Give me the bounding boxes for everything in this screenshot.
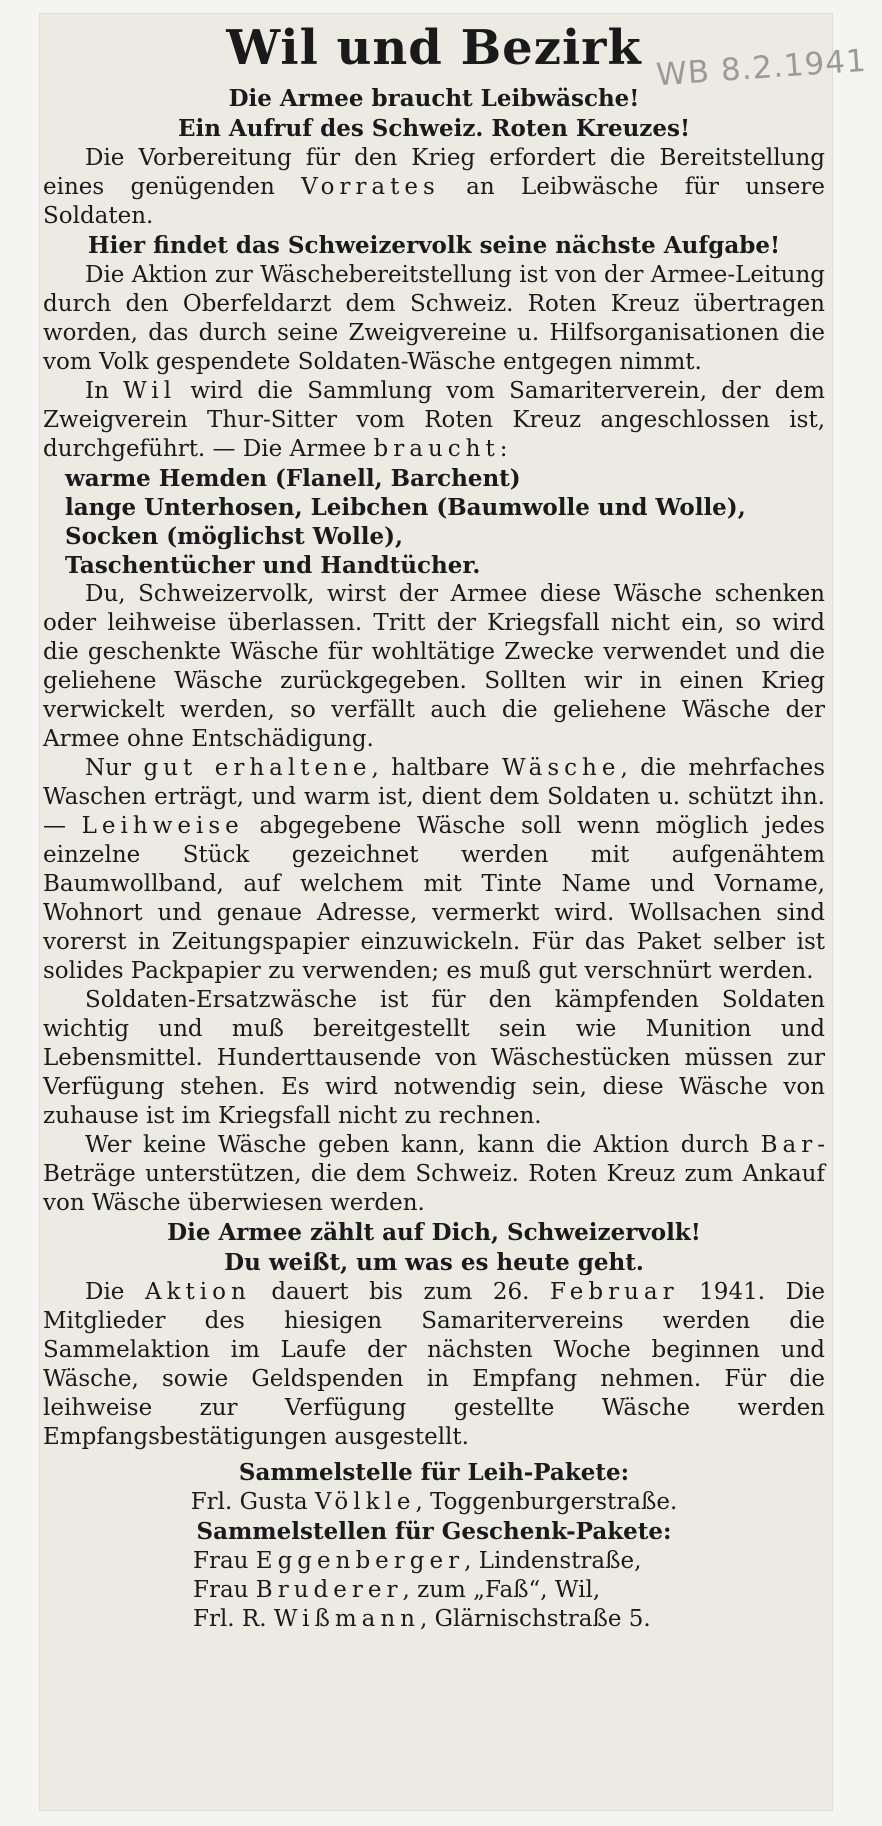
paragraph-action: Die Aktion zur Wäschebereitstellung ist von der Armee-Leitung durch den Oberfeldarzt dem Schweiz. Roten Kreuz übertragen worden, das durch seine Zweigvereine u. Hilfsorganisationen die vom Volk gespendete Soldaten-Wäsche entgegen nimmt. xyxy=(43,262,825,375)
list-item: lange Unterhosen, Leibchen (Baumwolle und Wolle), xyxy=(65,494,746,521)
headline-primary: Die Armee braucht Leibwäsche! xyxy=(228,85,640,112)
paragraph-intro: Die Vorbereitung für den Krieg erfordert die Bereitstellung eines genügenden Vorrates an Leibwäsche für unsere Soldaten. xyxy=(43,145,825,229)
list-item: warme Hemden (Flanell, Barchent) xyxy=(65,465,521,492)
paragraph-quality: Nur gut erhaltene, haltbare Wäsche, die mehrfaches Waschen erträgt, und warm ist, dient dem Soldaten u. schützt ihn. — Leihweise abgegebene Wäsche soll wenn möglich jedes einzelne Stück gezeichnet werden mit aufgenähtem Baumwollband, auf welchem mit Tinte Name und Vorname, Wohnort und genaue Adresse, vermerkt wird. Wollsachen sind vorerst in Zeitungspapier einzuwickeln. Für das Paket selber ist solides Packpapier zu verwenden; es muß gut verschnürt werden. xyxy=(43,755,825,984)
masthead: Wil und Bezirk xyxy=(226,20,642,76)
headline-secondary: Ein Aufruf des Schweiz. Roten Kreuzes! xyxy=(177,115,691,142)
appeal-line-2: Du weißt, um was es heute geht. xyxy=(224,1249,644,1276)
subheading-task: Hier findet das Schweizervolk seine nächste Aufgabe! xyxy=(87,232,781,259)
gift-collection-addresses xyxy=(193,1547,825,1634)
paragraph-wil-collection: In Wil wird die Sammlung vom Samariterverein, der dem Zweigverein Thur-Sitter vom Roten Kreuz angeschlossen ist, durchgeführt. — Die Armee braucht: xyxy=(43,378,825,462)
handwritten-date-annotation: WB 8.2.1941 xyxy=(655,42,868,94)
paragraph-deadline: Die Aktion dauert bis zum 26. Februar 1941. Die Mitglieder des hiesigen Samaritervereins werden die Sammelaktion im Laufe der nächsten Woche beginnen und Wäsche, sowie Geldspenden in Empfang nehmen. Für die leihweise zur Verfügung gestellte Wäsche werden Empfangsbestätigungen ausgestellt. xyxy=(43,1279,826,1450)
gift-collection-heading: Sammelstellen für Geschenk-Pakete: xyxy=(196,1518,672,1545)
appeal-line-1: Die Armee zählt auf Dich, Schweizervolk! xyxy=(167,1219,701,1246)
loan-collection-heading: Sammelstelle für Leih-Pakete: xyxy=(238,1459,630,1486)
loan-collection-address: Frl. Gusta Völkle, Toggenburgerstraße. xyxy=(190,1489,678,1515)
paragraph-cash-donations: Wer keine Wäsche geben kann, kann die Aktion durch Bar-Beträge unterstützen, die dem Schweiz. Roten Kreuz zum Ankauf von Wäsche überwiesen werden. xyxy=(43,1132,825,1216)
article-column xyxy=(43,18,825,1634)
needed-items-list xyxy=(65,464,825,580)
paragraph-gift-or-loan: Du, Schweizervolk, wirst der Armee diese Wäsche schenken oder leihweise überlassen. Tritt der Kriegsfall nicht ein, so wird die geschenkte Wäsche für wohltätige Zwecke verwendet und die geliehene Wäsche zurückgegeben. Sollten wir in einen Krieg verwickelt werden, so verfällt auch die geliehene Wäsche der Armee ohne Entschädigung. xyxy=(43,581,825,752)
list-item: Taschentücher und Handtücher. xyxy=(65,552,481,579)
gift-address: Frl. R. Wißmann, Glärnischstraße 5. xyxy=(193,1606,651,1632)
gift-address: Frau Bruderer, zum „Faß“, Wil, xyxy=(193,1577,601,1603)
paragraph-importance: Soldaten-Ersatzwäsche ist für den kämpfenden Soldaten wichtig und muß bereitgestellt sein wie Munition und Lebensmittel. Hunderttausende von Wäschestücken müssen zur Verfügung stehen. Es wird notwendig sein, diese Wäsche von zuhause ist im Kriegsfall nicht zu rechnen. xyxy=(43,987,825,1129)
gift-address: Frau Eggenberger, Lindenstraße, xyxy=(193,1548,642,1574)
list-item: Socken (möglichst Wolle), xyxy=(65,523,403,550)
